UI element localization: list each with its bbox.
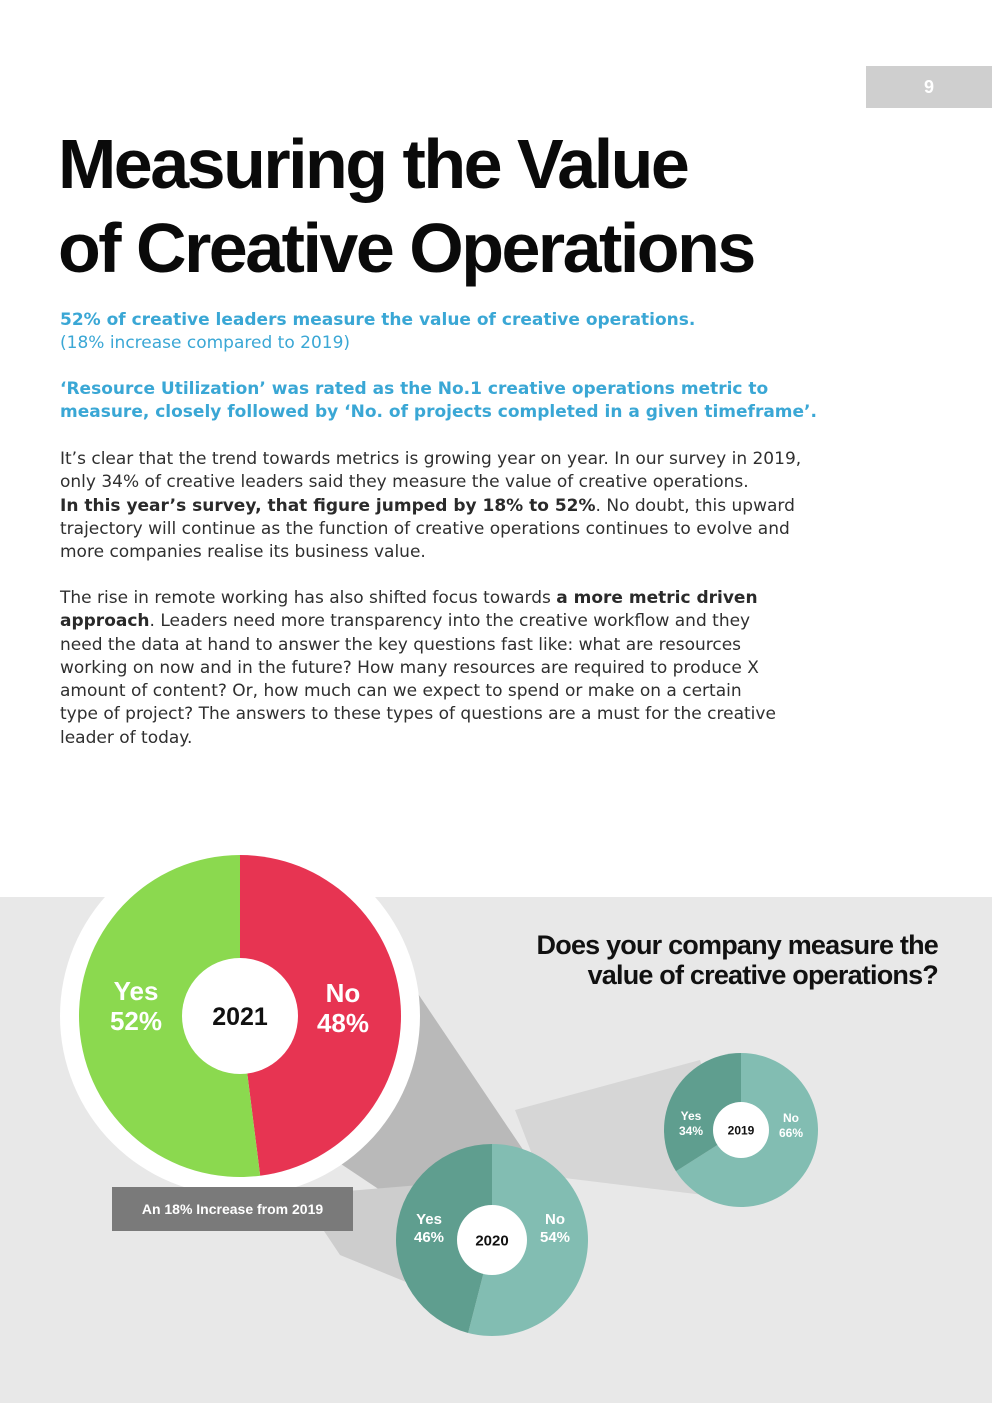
slice-value-label: 46% bbox=[413, 1229, 445, 1246]
emphasis-text: approach bbox=[60, 611, 150, 632]
slice-value-label: 48% bbox=[316, 1008, 370, 1038]
slice-name-label: No bbox=[783, 1111, 799, 1125]
paragraph-line: leader of today. bbox=[60, 727, 193, 748]
slice-value-label: 54% bbox=[539, 1229, 571, 1246]
donut-2020 bbox=[396, 1144, 588, 1336]
page-number: 9 bbox=[866, 66, 992, 108]
slice-value-label: 52% bbox=[109, 1006, 163, 1036]
paragraph-line: amount of content? Or, how much can we expect to spend or make on a certain bbox=[60, 681, 742, 702]
key-stat-1-headline: 52% of creative leaders measure the value of creative operations. bbox=[60, 310, 696, 330]
slice-value-label: 66% bbox=[778, 1126, 804, 1140]
paragraph-line: more companies realise its business value. bbox=[60, 542, 426, 563]
slice-name-label: Yes bbox=[113, 976, 159, 1006]
paragraph-line: only 34% of creative leaders said they measure the value of creative operations. bbox=[60, 472, 749, 493]
increase-callout: An 18% Increase from 2019 bbox=[112, 1187, 353, 1231]
emphasis-text: In this year’s survey, that figure jumped by 18% to 52% bbox=[60, 495, 596, 516]
paragraph-text: . Leaders need more transparency into the creative workflow and they bbox=[149, 611, 751, 632]
donut-2019 bbox=[664, 1053, 818, 1207]
title-line-2: of Creative Operations bbox=[58, 209, 754, 287]
key-stat-2-line-1: ‘Resource Utilization’ was rated as the No.1 creative operations metric to bbox=[60, 379, 769, 399]
emphasis-text: a more metric driven bbox=[556, 588, 758, 608]
paragraph-line: trajectory will continue as the function of creative operations continues to evolve and bbox=[60, 518, 790, 539]
slice-name-label: Yes bbox=[680, 1109, 702, 1123]
paragraph-line: working on now and in the future? How many resources are required to produce X bbox=[60, 657, 759, 678]
paragraph-line: need the data at hand to answer the key questions fast like: what are resources bbox=[60, 634, 742, 655]
slice-name-label: No bbox=[325, 978, 361, 1008]
slice-name-label: No bbox=[545, 1211, 565, 1228]
paragraph-text: The rise in remote working has also shifted focus towards bbox=[60, 588, 557, 608]
slice-value-label: 34% bbox=[678, 1124, 704, 1138]
paragraph-line: type of project? The answers to these types of questions are a must for the creative bbox=[60, 704, 776, 725]
chart-question bbox=[418, 930, 938, 990]
donut-center-label: 2020 bbox=[475, 1232, 509, 1250]
slice-name-label: Yes bbox=[416, 1211, 442, 1228]
key-stat-1-note: (18% increase compared to 2019) bbox=[60, 333, 351, 353]
key-stat-2-line-2: measure, closely followed by ‘No. of projects completed in a given timeframe’. bbox=[60, 402, 817, 422]
donut-2021 bbox=[79, 855, 401, 1177]
paragraph-line: It’s clear that the trend towards metrics is growing year on year. In our survey in 2019, bbox=[60, 449, 802, 469]
donut-center-label: 2019 bbox=[727, 1123, 755, 1138]
chart-question-line-1: Does your company measure the bbox=[536, 930, 938, 960]
chart-question-line-2: value of creative operations? bbox=[587, 960, 938, 990]
paragraph-text: . No doubt, this upward bbox=[595, 495, 795, 516]
title-line-1: Measuring the Value bbox=[58, 125, 688, 203]
donut-center-label: 2021 bbox=[212, 1003, 268, 1031]
